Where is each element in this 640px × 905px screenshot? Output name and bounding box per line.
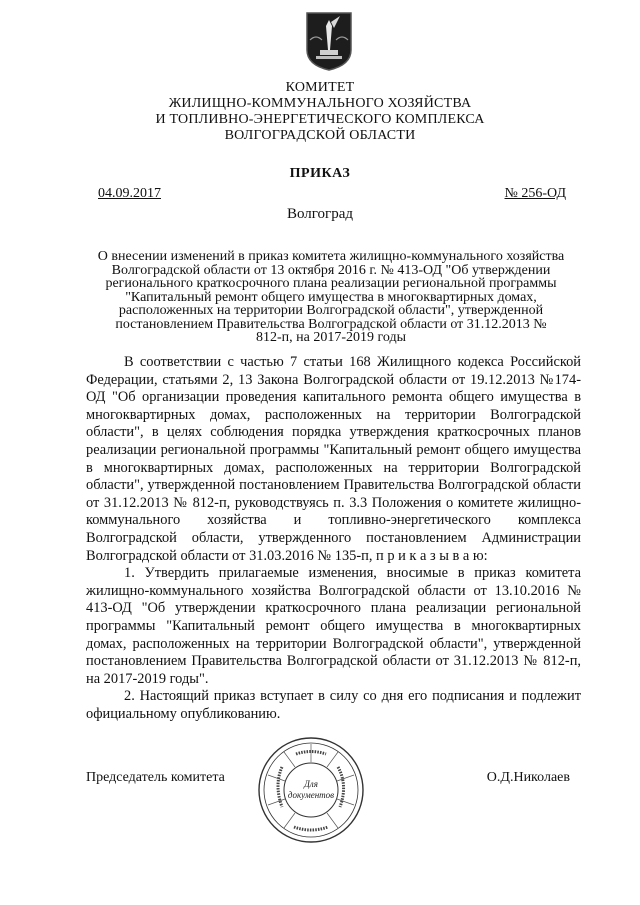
- issuer-header: [0, 80, 640, 144]
- document-number: № 256-ОД: [504, 186, 566, 201]
- body-paragraph-item-2: 2. Настоящий приказ вступает в силу со дня его подписания и подлежит официальному опубликованию.: [86, 688, 581, 722]
- issuer-line-4: ВОЛГОГРАДСКОЙ ОБЛАСТИ: [224, 128, 416, 143]
- coat-of-arms-emblem: [304, 10, 354, 72]
- subject-line: постановлением Правительства Волгоградской области от 31.12.2013 №: [115, 316, 547, 332]
- subject-line: регионального краткосрочного плана реализации региональной программы: [105, 276, 557, 291]
- issuer-line-2: ЖИЛИЩНО-КОММУНАЛЬНОГО ХОЗЯЙСТВА: [168, 96, 472, 111]
- stamp-text-line-1: Для: [304, 779, 318, 789]
- signatory-position: Председатель комитета: [86, 770, 225, 785]
- document-date: 04.09.2017: [98, 186, 161, 201]
- body-paragraph-item-1: 1. Утвердить прилагаемые изменения, вносимые в приказ комитета жилищно-коммунального хозяйства Волгоградской области от 13.10.2016 № 413-ОД "Об утверждении краткосрочного плана реализации региональной программы "Капитальный ремонт общего имущества в многоквартирных домах, расположенных на территории Волгоградской области", утвержденной постановлением Правительства Волгоградской области от 31.12.2013 № 812-п, на 2017-2019 годы".: [86, 565, 581, 687]
- stamp-text-line-2: документов: [287, 790, 335, 800]
- subject-line: расположенных на территории Волгоградской области", утвержденной: [118, 303, 544, 318]
- signatory-name: О.Д.Николаев: [486, 770, 570, 785]
- subject-line: 812-п, на 2017-2019 годы: [255, 330, 407, 345]
- official-seal-stamp: [256, 735, 366, 845]
- document-subject: [86, 250, 576, 345]
- issuer-line-3: И ТОПЛИВНО-ЭНЕРГЕТИЧЕСКОГО КОМПЛЕКСА: [155, 112, 485, 127]
- subject-line: Волгоградской области от 13 октября 2016 г. № 413-ОД "Об утверждении: [111, 262, 551, 278]
- issuer-line-1: КОМИТЕТ: [285, 80, 355, 95]
- document-city: Волгоград: [286, 206, 353, 222]
- document-body: [86, 354, 581, 723]
- body-paragraph-preamble: В соответствии с частью 7 статьи 168 Жилищного кодекса Российской Федерации, статьями 2, 13 Закона Волгоградской области от 19.12.2013 №174-ОД "Об организации проведения капитального ремонта общего имущества в многоквартирных домах, расположенных на территории Волгоградской области", в целях соблюдения порядка утверждения краткосрочных планов реализации региональной программы "Капитальный ремонт общего имущества в многоквартирных домах, расположенных на территории Волгоградской области", утвержденной постановлением Правительства Волгоградской области от 31.12.2013 № 812-п, руководствуясь п. 3.3 Положения о комитете жилищно-коммунального хозяйства и топливно-энергетического комплекса Волгоградской области, утвержденного постановлением Администрации Волгоградской области от 31.03.2016 № 135-п, п р и к а з ы в а ю:: [86, 354, 581, 564]
- subject-line: "Капитальный ремонт общего имущества в многоквартирных домах,: [125, 289, 537, 305]
- document-type-title: ПРИКАЗ: [289, 166, 351, 181]
- subject-line: О внесении изменений в приказ комитета жилищно-коммунального хозяйства: [97, 249, 565, 264]
